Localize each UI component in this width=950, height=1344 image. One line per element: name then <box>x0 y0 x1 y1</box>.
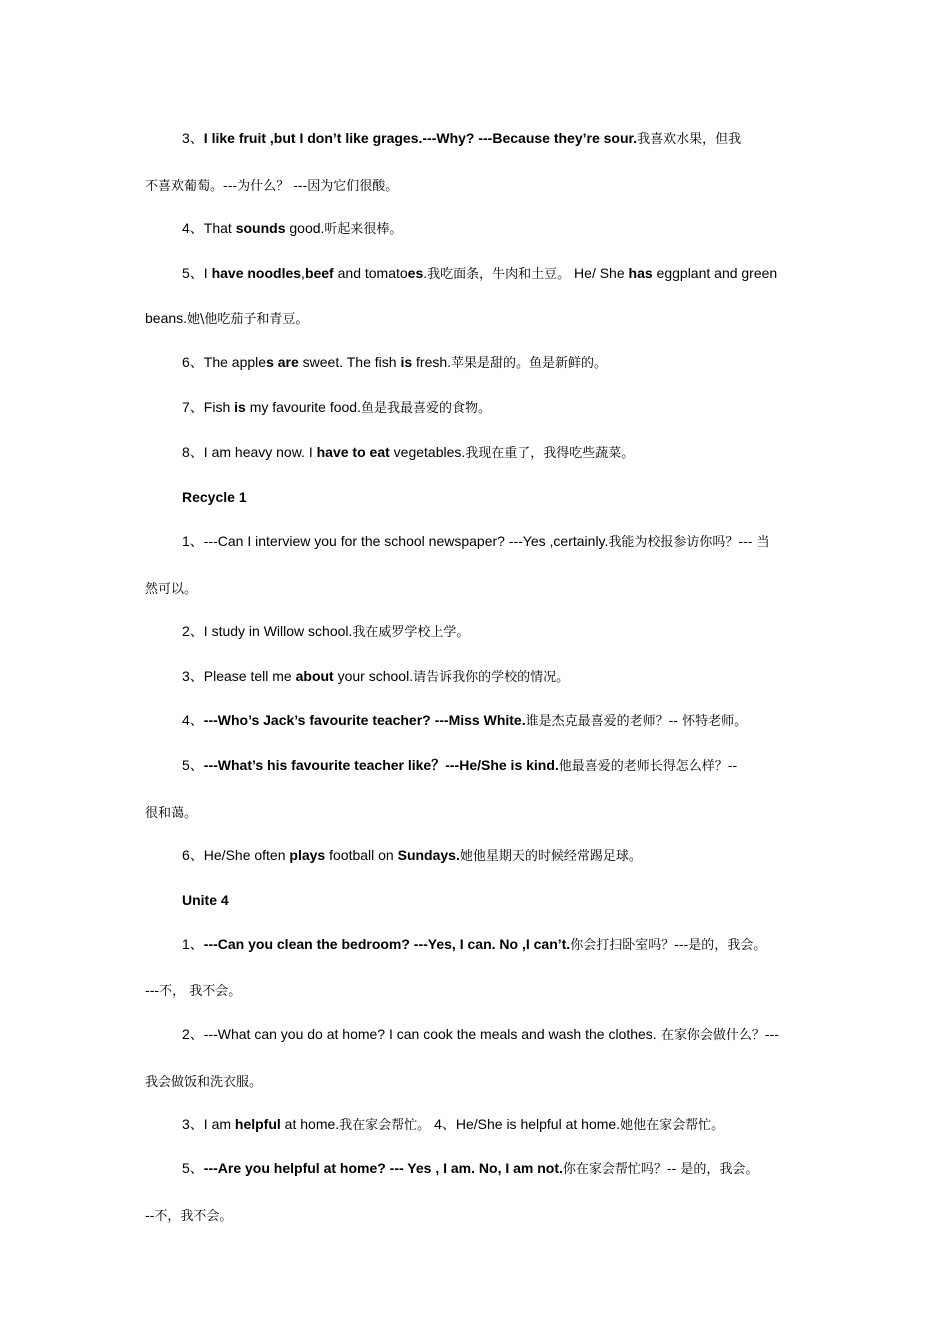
text-segment: 6、The apple <box>182 354 267 370</box>
text-segment: 我吃面条，牛肉和土豆。 <box>427 267 571 282</box>
text-segment: --不，我不会。 <box>145 1209 233 1224</box>
text-line <box>182 621 862 643</box>
text-segment: 你在家会帮忙吗？-- 是的，我会。 <box>562 1162 759 1177</box>
text-segment: sweet. The fish <box>298 354 401 370</box>
text-segment: 我会做饭和洗衣服。 <box>145 1075 263 1090</box>
text-line <box>182 1114 862 1136</box>
text-segment: ---Are you helpful at home? --- Yes , I am. No, I am not. <box>203 1160 563 1176</box>
text-segment: is <box>234 399 246 415</box>
text-segment: 3、I am <box>182 1116 235 1132</box>
text-line <box>182 934 862 956</box>
text-line <box>145 1205 825 1227</box>
text-segment: 4、That <box>182 220 236 236</box>
text-segment: is <box>400 354 413 370</box>
text-segment: have noodles <box>211 265 302 281</box>
text-line <box>182 890 862 910</box>
text-segment: 她他星期天的时候经常踢足球。 <box>459 849 642 864</box>
text-segment: 我在威罗学校上学。 <box>352 625 470 640</box>
text-segment: 3、 <box>182 130 204 146</box>
text-segment: 2、I study in Willow school. <box>182 623 353 639</box>
text-segment: 6、He/She often <box>182 847 290 863</box>
text-line <box>145 578 825 600</box>
text-segment: your school. <box>333 668 414 684</box>
text-segment: ---Who’s Jack’s favourite teacher? ---Miss White. <box>203 712 526 728</box>
text-segment: 2、---What can you do at home? I can cook the meals and wash the clothes. <box>182 1026 657 1042</box>
text-segment: 不喜欢葡萄。---为什么？ ---因为它们很酸。 <box>145 179 399 194</box>
text-line <box>182 755 862 777</box>
text-segment: have to eat <box>316 444 390 460</box>
text-segment: fresh. <box>412 354 452 370</box>
text-segment: 5、 <box>182 757 204 773</box>
text-line <box>182 263 862 285</box>
text-segment: s are <box>266 354 299 370</box>
text-line <box>182 1024 862 1046</box>
text-line <box>182 128 862 150</box>
text-segment: 谁是杰克最喜爱的老师？-- 怀特老师。 <box>525 714 748 729</box>
text-segment: 她他在家会帮忙。 <box>620 1118 725 1133</box>
text-segment: football on <box>325 847 398 863</box>
text-line <box>182 710 862 732</box>
text-line <box>145 308 825 330</box>
text-segment: good. <box>285 220 325 236</box>
text-segment: 7、Fish <box>182 399 235 415</box>
text-segment: Sundays. <box>397 847 460 863</box>
text-segment: vegetables. <box>389 444 466 460</box>
text-segment: 在家你会做什么？--- <box>656 1028 779 1043</box>
text-line <box>145 1071 825 1093</box>
text-segment: ---What’s his favourite teacher like？---He/She is kind. <box>203 757 559 773</box>
text-segment: 5、I <box>182 265 212 281</box>
text-segment: 她\他吃茄子和青豆。 <box>187 312 309 327</box>
text-line <box>182 442 862 464</box>
text-segment: 听起来很棒。 <box>324 222 403 237</box>
text-line <box>182 531 862 553</box>
text-segment: and tomato <box>333 265 408 281</box>
text-line <box>182 397 862 419</box>
text-segment: 4、He/She is helpful at home. <box>430 1116 621 1132</box>
text-segment: 1、---Can I interview you for the school newspaper? ---Yes ,certainly. <box>182 533 609 549</box>
text-line <box>182 218 862 240</box>
text-segment: 他最喜爱的老师长得怎么样？-- <box>558 759 738 774</box>
text-segment: 4、 <box>182 712 204 728</box>
text-segment: 鱼是我最喜爱的食物。 <box>360 401 491 416</box>
text-line <box>182 666 862 688</box>
text-line <box>145 175 825 197</box>
text-segment: plays <box>289 847 326 863</box>
text-line <box>182 352 862 374</box>
text-segment: Unite 4 <box>182 892 229 908</box>
text-segment: at home. <box>280 1116 340 1132</box>
text-segment: es <box>407 265 424 281</box>
text-segment: 你会打扫卧室吗？---是的，我会。 <box>570 938 767 953</box>
text-segment: 3、Please tell me <box>182 668 296 684</box>
text-segment: 我现在重了，我得吃些蔬菜。 <box>465 446 635 461</box>
text-segment: helpful <box>234 1116 281 1132</box>
text-segment: ---不， 我不会。 <box>145 984 242 999</box>
text-line <box>182 845 862 867</box>
text-segment: 很和蔼。 <box>145 806 198 821</box>
text-segment: , <box>301 265 305 281</box>
text-segment: has <box>628 265 653 281</box>
text-segment: He/ She <box>570 265 629 281</box>
text-segment: 我能为校报参访你吗？--- 当 <box>608 535 770 550</box>
text-segment: eggplant and green <box>652 265 778 281</box>
text-segment: 8、I am heavy now. I <box>182 444 317 460</box>
text-segment: 5、 <box>182 1160 204 1176</box>
text-segment: sounds <box>235 220 286 236</box>
text-segment: beef <box>304 265 334 281</box>
text-segment: I like fruit ,but I don’t like grages.---Why? ---Because they’re sour. <box>203 130 638 146</box>
text-segment: Recycle 1 <box>182 489 247 505</box>
text-segment: 请告诉我你的学校的情况。 <box>413 670 570 685</box>
text-segment: 然可以。 <box>145 582 198 597</box>
text-segment: my favourite food. <box>245 399 361 415</box>
text-line <box>182 487 862 507</box>
text-segment: 1、 <box>182 936 204 952</box>
text-segment: 苹果是甜的。鱼是新鲜的。 <box>451 356 608 371</box>
text-segment: about <box>295 668 334 684</box>
text-segment: beans. <box>145 310 188 326</box>
text-line <box>145 802 825 824</box>
text-line <box>145 980 825 1002</box>
text-segment: 我喜欢水果，但我 <box>637 132 742 147</box>
text-segment: . <box>423 265 428 281</box>
text-segment: ---Can you clean the bedroom? ---Yes, I can. No ,I can’t. <box>203 936 571 952</box>
text-line <box>182 1158 862 1180</box>
text-segment: 我在家会帮忙。 <box>339 1118 431 1133</box>
